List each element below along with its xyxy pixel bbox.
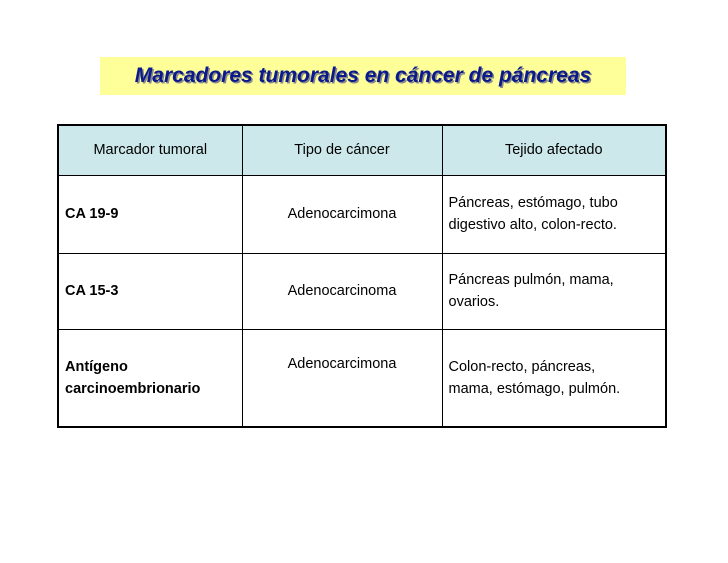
- header-tissue: Tejido afectado: [442, 125, 666, 175]
- tissue-line: digestivo alto, colon-recto.: [448, 217, 617, 233]
- cancer-type-text: Adenocarcinoma: [287, 283, 397, 299]
- cancer-type-cell: [242, 175, 442, 253]
- tissue-cell: [442, 329, 666, 427]
- table-row: [58, 329, 666, 427]
- tissue-line: mama, estómago, pulmón.: [448, 380, 621, 397]
- header-cancer-type: Tipo de cáncer: [242, 125, 442, 175]
- table-header-row: [58, 125, 666, 175]
- tumor-markers-table: [57, 124, 667, 428]
- tissue-cell: [442, 175, 666, 253]
- cancer-type-text: Adenocarcimona: [287, 206, 397, 222]
- tissue-line: Páncreas pulmón, mama,: [448, 272, 614, 288]
- tissue-line: Colon-recto, páncreas,: [448, 358, 596, 375]
- header-marker: Marcador tumoral: [58, 125, 242, 175]
- tissue-line: Páncreas, estómago, tubo: [448, 195, 618, 211]
- tissue-cell: [442, 253, 666, 329]
- tissue-line: ovarios.: [448, 294, 500, 310]
- cancer-type-cell: [242, 253, 442, 329]
- marker-cell: [58, 329, 242, 427]
- marker-line: Antígeno: [65, 358, 128, 375]
- marker-cell: CA 15-3: [58, 253, 242, 329]
- cancer-type-cell: [242, 329, 442, 427]
- cancer-type-text: Adenocarcimona: [287, 355, 397, 372]
- marker-cell: CA 19-9: [58, 175, 242, 253]
- table-row: [58, 253, 666, 329]
- marker-line: carcinoembrionario: [65, 380, 201, 397]
- table-row: [58, 175, 666, 253]
- slide-title: Marcadores tumorales en cáncer de páncreas: [100, 57, 626, 95]
